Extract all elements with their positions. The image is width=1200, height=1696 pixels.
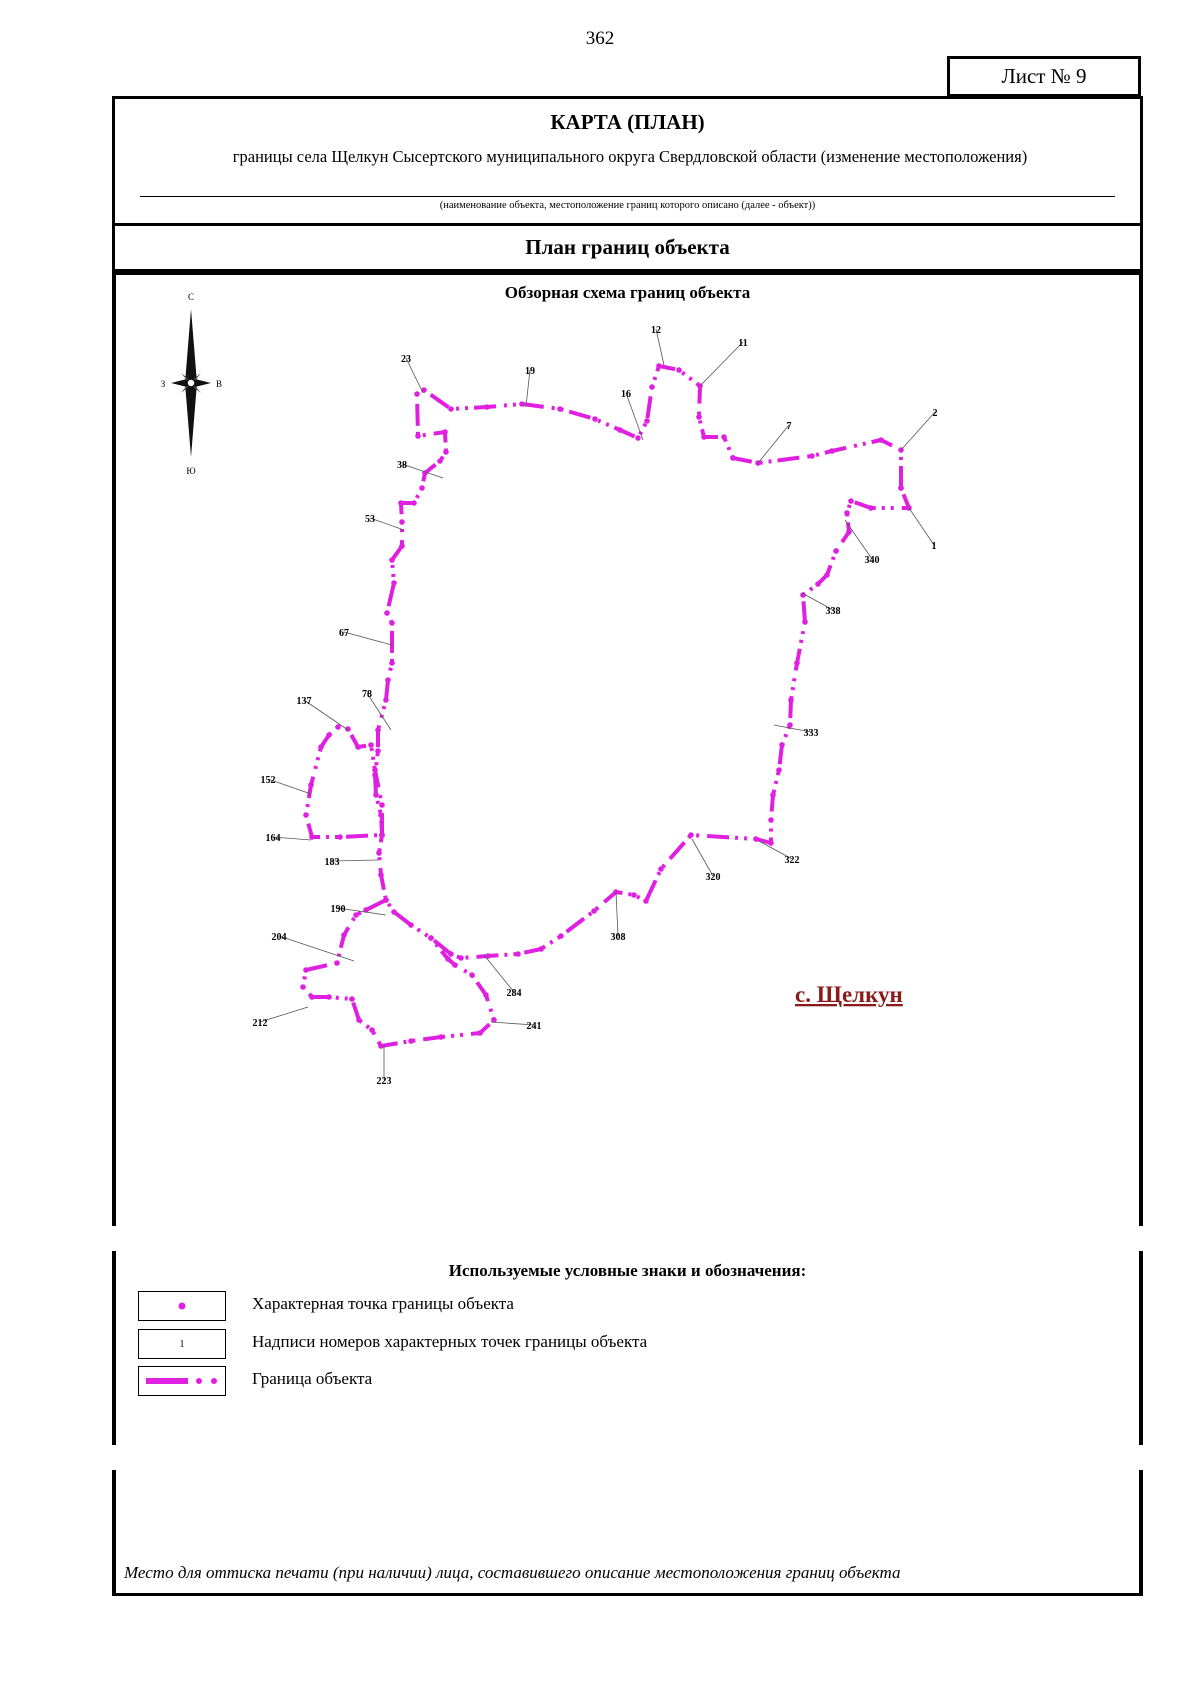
boundary-point [326,732,332,738]
point-label: 137 [296,696,312,707]
boundary-point [334,960,340,966]
boundary-point [389,660,395,666]
place-label: с. Щелкун [795,982,903,1007]
boundary-point [349,996,355,1002]
point-label: 1 [931,541,937,552]
boundary-point [379,802,385,808]
point-label: 67 [339,628,349,639]
boundary-point [303,812,309,818]
boundary-point [309,834,315,840]
point-label: 320 [705,872,721,883]
boundary-point [378,1043,384,1049]
boundary-point [408,1038,414,1044]
compass-south: Ю [186,466,196,476]
boundary-point [383,697,389,703]
boundary-point [484,404,490,410]
point-label: 223 [376,1076,392,1087]
boundary-point [391,909,397,915]
boundary-point [844,510,850,516]
stamp-area [112,1470,1143,1596]
point-label: 16 [621,389,631,400]
boundary-point [519,401,525,407]
boundary-point [730,455,736,461]
boundary-point [824,572,830,578]
label-leader [616,892,618,936]
boundary-point [391,580,397,586]
boundary-point [421,387,427,393]
boundary-point [337,834,343,840]
label-leader [370,518,404,530]
boundary-map [116,275,1139,1229]
point-label: 333 [803,728,819,739]
subtitle-caption: (наименование объекта, местоположение границ которого описано (далее - объект)) [439,200,816,211]
label-leader [845,520,872,559]
boundary-point [398,500,404,506]
boundary-point [399,543,405,549]
boundary-point [829,448,835,454]
boundary-point [591,908,597,914]
boundary-point [848,498,854,504]
legend-title: Используемые условные знаки и обозначения: [448,1261,807,1280]
boundary-point [643,898,649,904]
boundary-point [379,832,385,838]
boundary-point [768,817,774,823]
boundary-point [658,866,664,872]
map-subtitle: границы села Щелкун Сысертского муниципального округа Свердловской области (изменение местоположения) [232,147,1028,166]
boundary-point [419,485,425,491]
boundary-point [452,962,458,968]
boundary-point [355,744,361,750]
legend-text: Характерная точка границы объекта [252,1294,514,1313]
boundary-point [373,792,379,798]
boundary-point [770,792,776,798]
point-label: 2 [932,408,938,419]
sheet-number: Лист № 9 [947,56,1141,96]
boundary-point [846,529,852,535]
boundary-point [437,458,443,464]
point-label: 190 [330,904,346,915]
boundary-point [378,872,384,878]
boundary-point [389,620,395,626]
boundary-point [372,767,378,773]
boundary-point [776,767,782,773]
boundary-point [399,519,405,525]
compass-east: В [215,379,223,389]
boundary-point [385,677,391,683]
label-leader [692,839,713,876]
point-label: 38 [397,460,407,471]
boundary-point [375,727,381,733]
boundary-point [833,548,839,554]
boundary-point [635,435,641,441]
boundary-point [469,972,475,978]
boundary-point [383,897,389,903]
boundary-point [649,384,655,390]
boundary-point [477,1030,483,1036]
boundary-point [414,391,420,397]
boundary-point [415,433,421,439]
point-label: 19 [525,366,535,377]
label-leader [758,425,789,463]
stamp-caption: Место для оттиска печати (при наличии) лица, составившего описание местоположения границ объекта [124,1563,901,1582]
boundary-point [389,557,395,563]
boundary-point [376,850,382,856]
boundary-point [326,994,332,1000]
point-label: 11 [738,338,748,349]
boundary-point [809,453,815,459]
point-label: 164 [265,833,281,844]
point-label: 204 [271,932,287,943]
boundary-south-loop [303,900,494,1046]
number-symbol-icon [138,1329,226,1359]
boundary-point [676,367,682,373]
boundary-point [592,416,598,422]
boundary-point [779,742,785,748]
boundary-point [445,956,451,962]
point-label: 53 [365,514,375,525]
boundary-point [538,946,544,952]
point-label: 338 [825,606,841,617]
boundary-point [428,935,434,941]
compass-west: З [160,379,166,389]
boundary-point [617,427,623,433]
boundary-point [411,500,417,506]
subtitle-rule [140,196,1115,197]
boundary-point [318,744,324,750]
point-label: 78 [362,689,372,700]
boundary-point [656,363,662,369]
legend [112,1251,1143,1445]
boundary-symbol-icon [138,1366,226,1396]
boundary-point [375,748,381,754]
boundary-point [802,619,808,625]
boundary-point [631,892,637,898]
boundary-point [303,967,309,973]
boundary-point [438,1034,444,1040]
label-leader [901,412,935,450]
point-label: 183 [324,857,340,868]
boundary-point [898,485,904,491]
boundary-outer [375,366,909,958]
page-number: 362 [585,28,615,49]
point-label: 7 [786,421,792,432]
boundary-point [448,951,454,957]
point-label: 152 [260,775,276,786]
point-label: 322 [784,855,800,866]
boundary-point [300,984,306,990]
label-leader [344,632,392,645]
boundary-point [308,782,314,788]
point-symbol-icon [138,1291,226,1321]
boundary-point [384,610,390,616]
boundary-point [458,955,464,961]
boundary-point [309,994,315,1000]
legend-text: Граница объекта [252,1369,373,1388]
boundary-point [442,429,448,435]
boundary-point [721,434,727,440]
point-label: 308 [610,932,626,943]
boundary-point [408,922,414,928]
compass-rose-icon [161,292,222,476]
map-header [112,96,1143,226]
point-label: 12 [651,325,661,336]
boundary-point [483,992,489,998]
label-leader [909,508,934,545]
boundary-point [696,414,702,420]
boundary-point [787,722,793,728]
number-sample: 1 [179,1338,185,1350]
boundary-point [644,418,650,424]
boundary-point [353,912,359,918]
boundary-point [443,449,449,455]
scheme-title: Обзорная схема границ объекта [504,283,751,302]
boundary-point [369,1027,375,1033]
compass-north: С [187,292,195,302]
boundary-point [688,832,694,838]
legend-text: Надписи номеров характерных точек границы объекта [252,1332,648,1351]
point-label: 284 [506,988,522,999]
boundary-point [356,1017,362,1023]
boundary-point [788,697,794,703]
boundary-point [558,933,564,939]
label-leader [484,955,514,992]
point-label: 340 [864,555,880,566]
boundary-point [557,406,563,412]
map-title: КАРТА (ПЛАН) [550,110,705,134]
boundary-point [341,932,347,938]
boundary-point [878,437,884,443]
boundary-point [701,434,707,440]
boundary-point [368,742,374,748]
point-label: 241 [526,1021,542,1032]
boundary-point [768,840,774,846]
boundary-point [794,660,800,666]
plan-title: План границ объекта [112,226,1143,272]
boundary-point [868,505,874,511]
point-label: 23 [401,354,411,365]
point-label: 212 [252,1018,268,1029]
boundary-point [448,406,454,412]
label-leader [700,342,743,386]
boundary-point [815,581,821,587]
boundary-point [335,724,341,730]
boundary-point [753,836,759,842]
map-panel [112,272,1143,1226]
boundary-point [515,951,521,957]
